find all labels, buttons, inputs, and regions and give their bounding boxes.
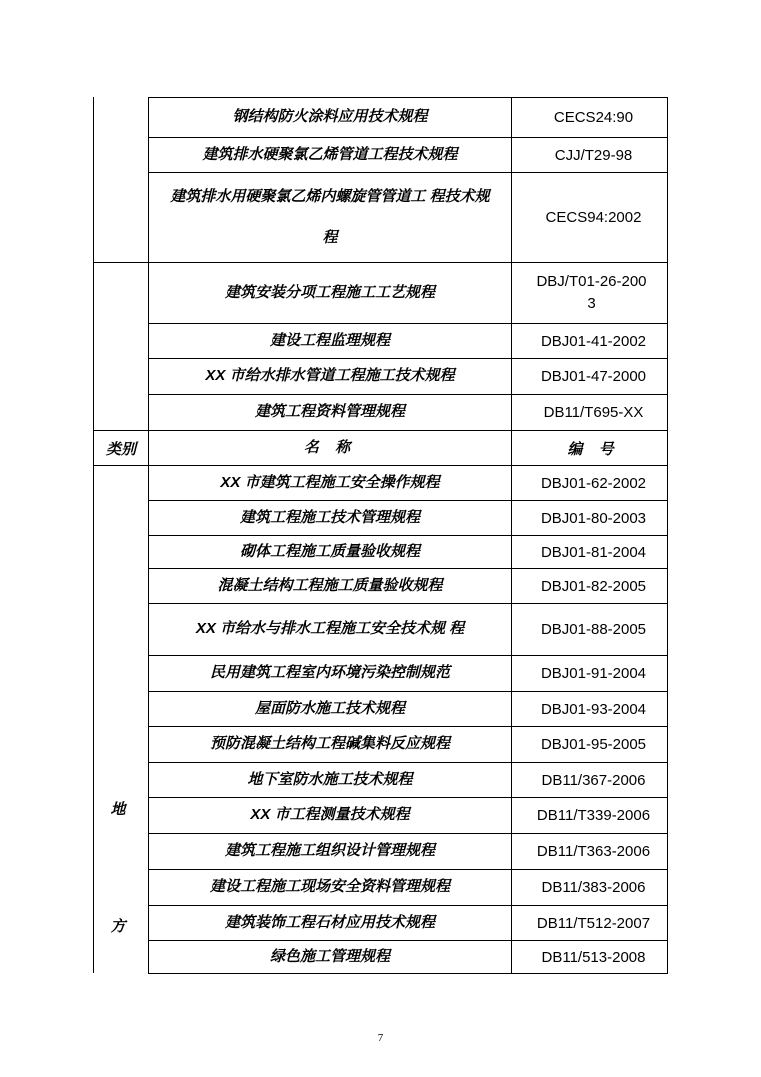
standard-code: DBJ01-88-2005 — [511, 603, 668, 656]
standard-name: 建筑排水硬聚氯乙烯管道工程技术规程 — [148, 137, 512, 173]
standard-name: 建设工程施工现场安全资料管理规程 — [148, 869, 512, 906]
standard-code: DBJ01-62-2002 — [511, 465, 668, 501]
standard-code: DBJ/T01-26-2003 — [511, 262, 668, 324]
header-code: 编 号 — [511, 430, 668, 466]
standard-name: 地下室防水施工技术规程 — [148, 762, 512, 798]
standard-name: 建筑排水用硬聚氯乙烯内螺旋管管道工 程技术规程 — [148, 172, 512, 263]
standard-name: 钢结构防火涂料应用技术规程 — [148, 97, 512, 138]
standard-code: DBJ01-41-2002 — [511, 323, 668, 359]
standard-name: XX 市给水与排水工程施工安全技术规 程 — [148, 603, 512, 656]
standard-code: DBJ01-95-2005 — [511, 726, 668, 763]
category-divider — [93, 262, 148, 263]
table-left-border-bottom — [93, 465, 94, 973]
standard-code: DB11/383-2006 — [511, 869, 668, 906]
standard-name: 建设工程监理规程 — [148, 323, 512, 359]
standard-code: DB11/T695-XX — [511, 394, 668, 431]
standard-name: 建筑工程施工组织设计管理规程 — [148, 833, 512, 870]
standard-name: XX 市建筑工程施工安全操作规程 — [148, 465, 512, 501]
standard-name: 民用建筑工程室内环境污染控制规范 — [148, 655, 512, 692]
category-label-di: 地 — [110, 801, 126, 818]
standard-name: 建筑工程资料管理规程 — [148, 394, 512, 431]
standard-name: XX 市给水排水管道工程施工技术规程 — [148, 358, 512, 395]
standard-name: 预防混凝土结构工程碱集料反应规程 — [148, 726, 512, 763]
standard-code: CECS94:2002 — [511, 172, 668, 263]
standard-code: DB11/T339-2006 — [511, 797, 668, 834]
standard-code: DB11/T512-2007 — [511, 905, 668, 941]
category-label-fang: 方 — [110, 918, 126, 935]
standard-name: 砌体工程施工质量验收规程 — [148, 535, 512, 569]
standard-code: DB11/513-2008 — [511, 940, 668, 974]
standard-code: DBJ01-47-2000 — [511, 358, 668, 395]
standard-name: 屋面防水施工技术规程 — [148, 691, 512, 727]
header-category: 类别 — [93, 430, 149, 466]
page-number: 7 — [377, 1032, 384, 1044]
standard-code: DBJ01-82-2005 — [511, 568, 668, 604]
standard-code: DBJ01-80-2003 — [511, 500, 668, 536]
standard-name: 建筑工程施工技术管理规程 — [148, 500, 512, 536]
standard-code: CECS24:90 — [511, 97, 668, 138]
standard-name: 建筑安装分项工程施工工艺规程 — [148, 262, 512, 324]
standard-name: 混凝土结构工程施工质量验收规程 — [148, 568, 512, 604]
standard-name: 建筑装饰工程石材应用技术规程 — [148, 905, 512, 941]
standard-code: CJJ/T29-98 — [511, 137, 668, 173]
standard-code: DB11/T363-2006 — [511, 833, 668, 870]
header-name: 名 称 — [148, 430, 512, 466]
standard-code: DB11/367-2006 — [511, 762, 668, 798]
standard-name: 绿色施工管理规程 — [148, 940, 512, 974]
standard-code: DBJ01-81-2004 — [511, 535, 668, 569]
standard-name: XX 市工程测量技术规程 — [148, 797, 512, 834]
table-left-border-top — [93, 97, 94, 430]
standard-code: DBJ01-93-2004 — [511, 691, 668, 727]
standard-code: DBJ01-91-2004 — [511, 655, 668, 692]
